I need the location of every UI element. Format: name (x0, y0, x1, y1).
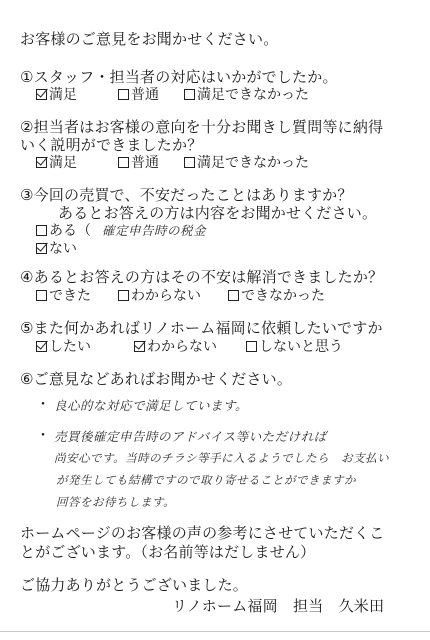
q1-option-1-label: 満足 (49, 87, 77, 103)
checkbox-checked-icon[interactable] (36, 341, 47, 352)
checkbox-icon[interactable] (36, 290, 47, 301)
q4-option-2[interactable] (118, 285, 201, 305)
checkbox-checked-icon[interactable] (36, 89, 47, 100)
q3-option-1[interactable] (36, 220, 91, 240)
q2-option-2-label: 普通 (131, 155, 159, 171)
checkbox-icon[interactable] (118, 290, 129, 301)
bottom-border (0, 631, 430, 640)
footer-line2: とがございます。（お名前等はだしません） (20, 543, 316, 561)
q2-option-3[interactable] (184, 152, 309, 172)
q2-question-line1: ②担当者はお客様の意向を十分お聞きし質問等に納得 (20, 118, 384, 136)
q4-question: ④あるとお答えの方はその不安は解消できましたか？ (20, 268, 384, 286)
bullet-icon: ・ (36, 397, 50, 413)
q6-comment-2: 売買後確定申告時のアドバイス等いただければ (54, 429, 327, 444)
q5-option-2[interactable] (134, 336, 217, 356)
q1-option-3-label: 満足できなかった (197, 87, 309, 103)
q1-option-2[interactable] (118, 84, 159, 104)
checkbox-icon[interactable] (246, 341, 257, 352)
q4-option-1-label: できた (49, 288, 91, 304)
q2-option-1-label: 満足 (49, 155, 77, 171)
q4-option-3[interactable] (228, 285, 325, 305)
bullet-icon: ・ (36, 428, 50, 444)
q6-comment-3: 尚安心です。当時のチラシ等手に入るようでしたら お支払い (54, 451, 390, 465)
q2-question-line2: いく説明ができましたか？ (20, 136, 203, 154)
q3-question-line2: あるとお答えの方は内容をお聞かせください。 (58, 204, 378, 222)
q3-option-1-label: ある（ (49, 223, 91, 239)
q2-option-3-label: 満足できなかった (197, 155, 309, 171)
q4-option-1[interactable] (36, 285, 91, 305)
q3-question-line1: ③今回の売買で、不安だったことはありますか？ (20, 186, 353, 204)
q6-question: ⑥ご意見などあればお聞かせください。 (20, 370, 293, 388)
q6-comment-4: が発生しても結構ですので取り寄せることができますか (56, 473, 356, 487)
q1-option-1[interactable] (36, 84, 77, 104)
q6-comment-5: 回答をお待ちします。 (56, 495, 176, 509)
checkbox-icon[interactable] (184, 89, 195, 100)
checkbox-icon[interactable] (184, 157, 195, 168)
signature: リノホーム福岡 担当 久米田 (172, 597, 385, 615)
q4-option-3-label: できなかった (241, 288, 325, 304)
q1-option-2-label: 普通 (131, 87, 159, 103)
q3-option-2[interactable] (36, 238, 77, 258)
q1-question: ①スタッフ・担当者の対応はいかがでしたか。 (20, 68, 338, 86)
q5-option-1[interactable] (36, 336, 91, 356)
q3-option-2-label: ない (49, 241, 77, 257)
checkbox-icon[interactable] (36, 225, 47, 236)
checkbox-checked-icon[interactable] (36, 243, 47, 254)
q2-option-2[interactable] (118, 152, 159, 172)
checkbox-icon[interactable] (118, 89, 129, 100)
intro-text: お客様のご意見をお聞かせください。 (20, 30, 279, 48)
q6-comment-1: 良心的な対応で満足しています。 (54, 398, 249, 413)
checkbox-checked-icon[interactable] (36, 157, 47, 168)
q5-option-3[interactable] (246, 336, 343, 356)
q5-question: ⑤また何かあればリノホーム福岡に依頼したいですか (20, 319, 383, 337)
thanks-text: ご協力ありがとうございました。 (20, 576, 249, 594)
footer-line1: ホームページのお客様の声の参考にさせていただくこ (20, 524, 385, 542)
q2-option-1[interactable] (36, 152, 77, 172)
q3-handwritten-answer: 確定申告時の税金 (102, 223, 207, 238)
checkbox-icon[interactable] (228, 290, 239, 301)
checkbox-checked-icon[interactable] (134, 341, 145, 352)
q5-option-3-label: しないと思う (259, 339, 343, 355)
checkbox-icon[interactable] (118, 157, 129, 168)
q5-option-1-label: したい (49, 339, 91, 355)
q4-option-2-label: わからない (131, 288, 201, 304)
q5-option-2-label: わからない (147, 339, 217, 355)
q1-option-3[interactable] (184, 84, 309, 104)
